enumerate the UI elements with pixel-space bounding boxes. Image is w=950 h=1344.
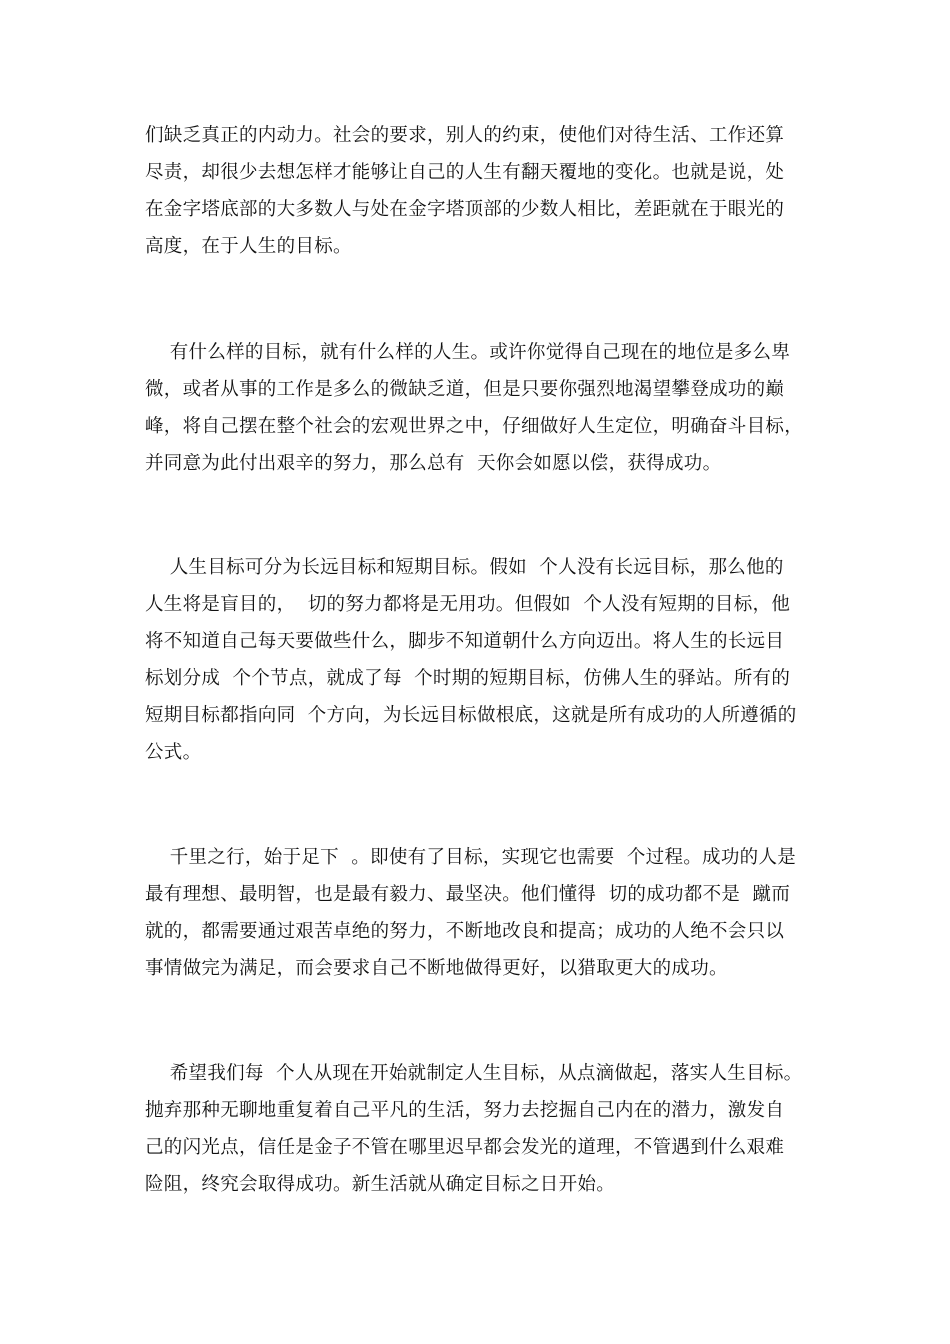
text-line: 人生目标可分为长远目标和短期目标。假如 个人没有长远目标，那么他的 [145, 557, 784, 578]
text-line: 在金字塔底部的大多数人与处在金字塔顶部的少数人相比，差距就在于眼光的 [145, 199, 785, 220]
text-line: 希望我们每 个人从现在开始就制定人生目标，从点滴做起，落实人生目标。 [145, 1063, 803, 1084]
text-line: 人生将是盲目的， 切的努力都将是无用功。但假如 个人没有短期的目标，他 [145, 594, 791, 615]
paragraph-3 [145, 549, 825, 771]
text-line: 微，或者从事的工作是多么的微缺乏道，但是只要你强烈地渴望攀登成功的巅 [145, 379, 785, 400]
paragraph-2 [145, 334, 825, 482]
text-line: 短期目标都指向同 个方向，为长远目标做根底，这就是所有成功的人所遵循的 [145, 705, 797, 726]
paragraph-5 [145, 1055, 825, 1203]
text-line: 标划分成 个个节点，就成了每 个时期的短期目标，仿佛人生的驿站。所有的 [145, 668, 791, 689]
text-line: 公式。 [145, 742, 202, 763]
text-line: 抛弃那种无聊地重复着自己平凡的生活，努力去挖掘自己内在的潜力，激发自 [145, 1100, 785, 1121]
text-line: 就的，都需要通过艰苦卓绝的努力，不断地改良和提高；成功的人绝不会只以 [145, 921, 785, 942]
text-line: 险阻，终究会取得成功。新生活就从确定目标之日开始。 [145, 1174, 616, 1195]
text-line: 们缺乏真正的内动力。社会的要求，别人的约束，使他们对待生活、工作还算 [145, 125, 785, 146]
text-line: 千里之行，始于足下 。即使有了目标，实现它也需要 个过程。成功的人是 [145, 847, 797, 868]
text-line: 尽责，却很少去想怎样才能够让自己的人生有翻天覆地的变化。也就是说，处 [145, 162, 785, 183]
text-line: 并同意为此付出艰辛的努力，那么总有 天你会如愿以偿，获得成功。 [145, 453, 722, 474]
text-line: 己的闪光点，信任是金子不管在哪里迟早都会发光的道理，不管遇到什么艰难 [145, 1137, 785, 1158]
text-line: 高度，在于人生的目标。 [145, 236, 352, 257]
paragraph-4 [145, 839, 825, 987]
text-line: 将不知道自己每天要做些什么，脚步不知道朝什么方向迈出。将人生的长远目 [145, 631, 785, 652]
text-line: 事情做完为满足，而会要求自己不断地做得更好，以猎取更大的成功。 [145, 958, 728, 979]
text-line: 有什么样的目标，就有什么样的人生。或许你觉得自己现在的地位是多么卑 [145, 342, 791, 363]
text-line: 最有理想、最明智，也是最有毅力、最坚决。他们懂得 切的成功都不是 蹴而 [145, 884, 791, 905]
paragraph-1 [145, 117, 825, 265]
text-line: 峰，将自己摆在整个社会的宏观世界之中，仔细做好人生定位，明确奋斗目标， [145, 416, 804, 437]
